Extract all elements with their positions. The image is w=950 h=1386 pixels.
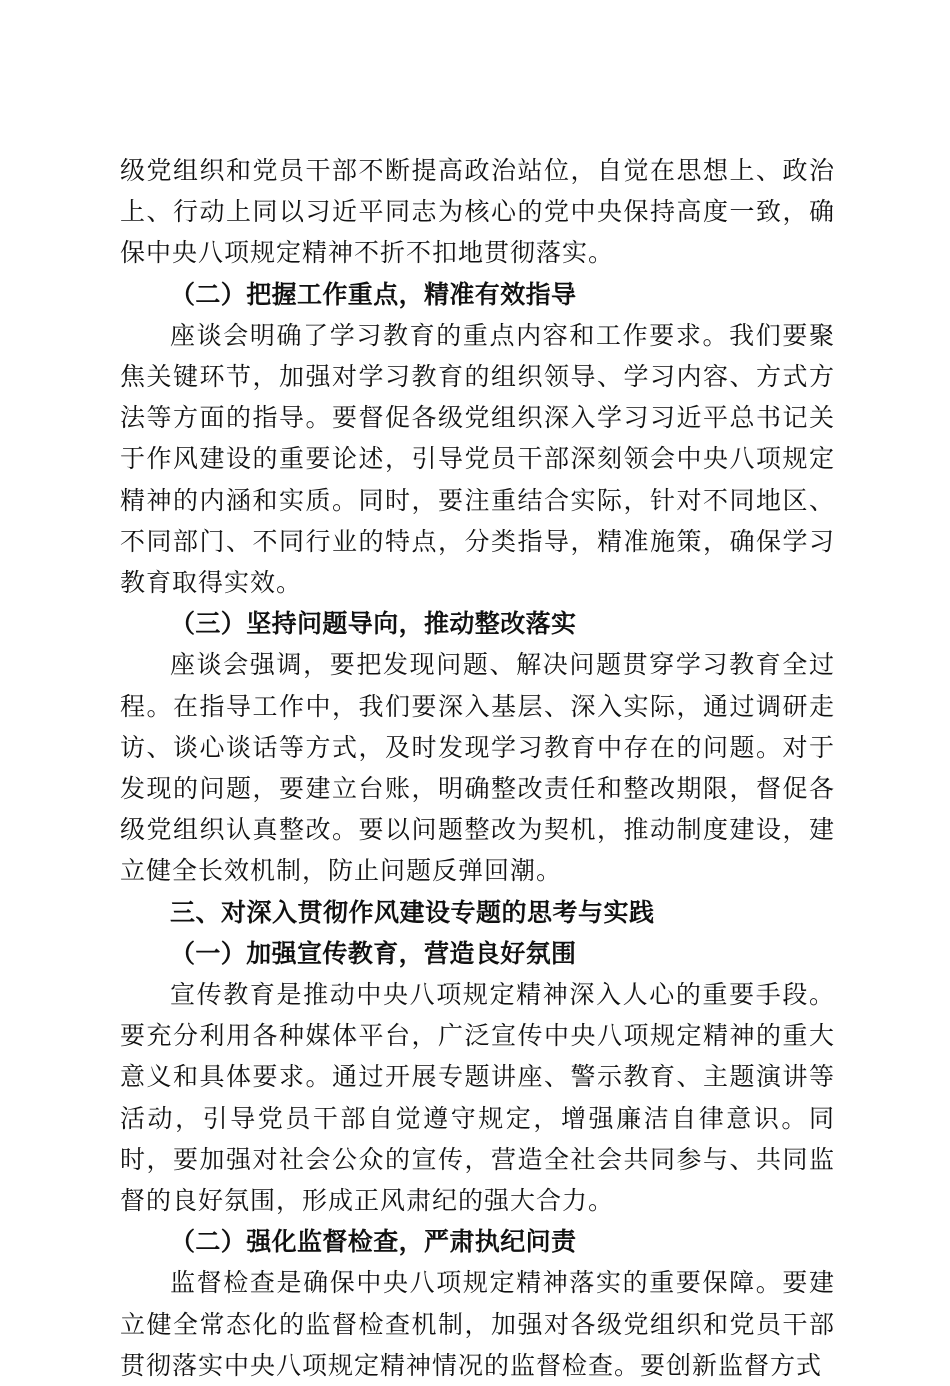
document-body (120, 150, 835, 1386)
paragraph: 宣传教育是推动中央八项规定精神深入人心的重要手段。要充分利用各种媒体平台，广泛宣传中央八项规定精神的重大意义和具体要求。通过开展专题讲座、警示教育、主题演讲等活动，引导党员干部自觉遵守规定，增强廉洁自律意识。同时，要加强对社会公众的宣传，营造全社会共同参与、共同监督的良好氛围，形成正风肃纪的强大合力。 (120, 980, 835, 1216)
section-heading-three: 三、对深入贯彻作风建设专题的思考与实践 (170, 897, 655, 927)
paragraph-continued: 级党组织和党员干部不断提高政治站位，自觉在思想上、政治上、行动上同以习近平同志为核心的党中央保持高度一致，确保中央八项规定精神不折不扣地贯彻落实。 (120, 156, 835, 268)
subheading-problem-oriented: （三）坚持问题导向，推动整改落实 (170, 609, 577, 639)
subheading-supervision: （二）强化监督检查，严肃执纪问责 (170, 1227, 577, 1257)
paragraph: 座谈会强调，要把发现问题、解决问题贯穿学习教育全过程。在指导工作中，我们要深入基层、深入实际，通过调研走访、谈心谈话等方式，及时发现学习教育中存在的问题。对于发现的问题，要建立台账，明确整改责任和整改期限，督促各级党组织认真整改。要以问题整改为契机，推动制度建设，建立健全长效机制，防止问题反弹回潮。 (120, 650, 835, 886)
subheading-grasp-key-work: （二）把握工作重点，精准有效指导 (170, 279, 577, 309)
subheading-publicity-education: （一）加强宣传教育，营造良好氛围 (170, 938, 577, 968)
paragraph: 监督检查是确保中央八项规定精神落实的重要保障。要建立健全常态化的监督检查机制，加强对各级党组织和党员干部贯彻落实中央八项规定精神情况的监督检查。要创新监督方式 (120, 1268, 835, 1380)
paragraph: 座谈会明确了学习教育的重点内容和工作要求。我们要聚焦关键环节，加强对学习教育的组织领导、学习内容、方式方法等方面的指导。要督促各级党组织深入学习习近平总书记关于作风建设的重要论述，引导党员干部深刻领会中央八项规定精神的内涵和实质。同时，要注重结合实际，针对不同地区、不同部门、不同行业的特点，分类指导，精准施策，确保学习教育取得实效。 (120, 320, 835, 598)
